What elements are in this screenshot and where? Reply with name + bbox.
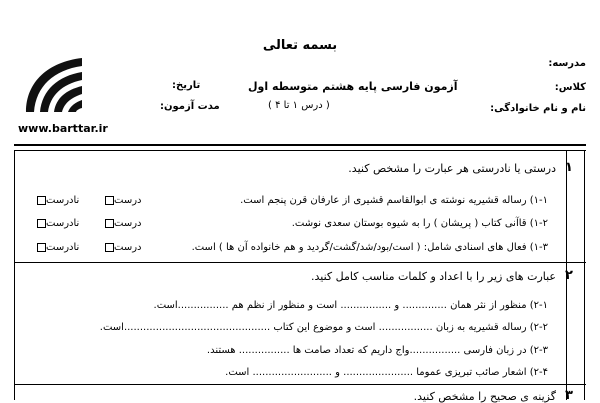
q2-item-1: ۲-۱) منظور از نثر همان .............. و ................ است و منظور از نظم هم ................است. [153, 300, 548, 311]
q1-item-3: ۱-۳) فعال های اسنادی شامل: ( است/بود/شد/گشت/گردید و هم خانواده آن ها ) است. [191, 242, 548, 253]
bismillah-heading: بسمه تعالی [262, 38, 338, 53]
false-option-label: نادرست [46, 242, 80, 253]
class-label: کلاس: [554, 82, 586, 93]
false-option-label: نادرست [46, 195, 80, 206]
school-label: مدرسه: [548, 58, 586, 69]
true-option[interactable] [102, 218, 141, 229]
date-label: تاریخ: [172, 80, 201, 91]
question-1-heading: درستی یا نادرستی هر عبارت را مشخص کنید. [348, 162, 556, 175]
false-option[interactable] [34, 218, 79, 229]
q1-item-1: ۱-۱) رساله قشیریه نوشته ی ابوالقاسم قشیری از عارفان قرن پنجم است. [240, 195, 548, 206]
section-divider-2 [14, 384, 586, 385]
barttar-logo [20, 52, 90, 122]
frame-right-border [584, 150, 585, 400]
website-url: www.barttar.ir [18, 122, 108, 135]
exam-title: آزمون فارسی پایه هشتم متوسطه اول [248, 80, 458, 93]
frame-left-border [14, 150, 15, 400]
q2-item-2: ۲-۲) رساله قشیریه به زبان ................. است و موضوع این کتاب ..............................................است. [99, 322, 548, 333]
false-option[interactable] [34, 195, 79, 206]
question-3-heading: گزینه ی صحیح را مشخص کنید. [413, 390, 556, 403]
false-checkbox[interactable] [37, 219, 46, 228]
name-label: نام و نام خانوادگی: [490, 103, 586, 114]
true-option-label: درست [114, 218, 142, 229]
true-checkbox[interactable] [105, 219, 114, 228]
true-option-label: درست [114, 195, 142, 206]
true-checkbox[interactable] [105, 243, 114, 252]
true-option[interactable] [102, 242, 141, 253]
false-option[interactable] [34, 242, 79, 253]
true-checkbox[interactable] [105, 196, 114, 205]
question-3-number: ۳ [565, 388, 573, 403]
false-checkbox[interactable] [37, 243, 46, 252]
q1-item-2: ۱-۲) قاآنی کتاب ( پریشان ) را به شیوه بوستان سعدی نوشت. [291, 218, 548, 229]
question-1-number: ۱ [565, 160, 573, 175]
exam-subtitle: ( درس ۱ تا ۴ ) [268, 100, 330, 111]
q2-item-4: ۲-۴) اشعار صائب تبریزی عموما ...................... و ......................... است. [225, 367, 548, 378]
question-2-number: ۲ [565, 268, 573, 283]
header-divider [14, 144, 586, 146]
false-checkbox[interactable] [37, 196, 46, 205]
section-divider-1 [14, 262, 586, 263]
duration-label: مدت آزمون: [160, 101, 220, 112]
true-option-label: درست [114, 242, 142, 253]
q2-item-3: ۲-۳) در زبان فارسی ................واج داریم که تعداد صامت ها ................ هستند. [206, 345, 548, 356]
logo-graphic [20, 52, 90, 118]
question-2-heading: عبارت های زیر را با اعداد و کلمات مناسب کامل کنید. [311, 270, 556, 283]
table-top-border [14, 150, 586, 151]
true-option[interactable] [102, 195, 141, 206]
false-option-label: نادرست [46, 218, 80, 229]
